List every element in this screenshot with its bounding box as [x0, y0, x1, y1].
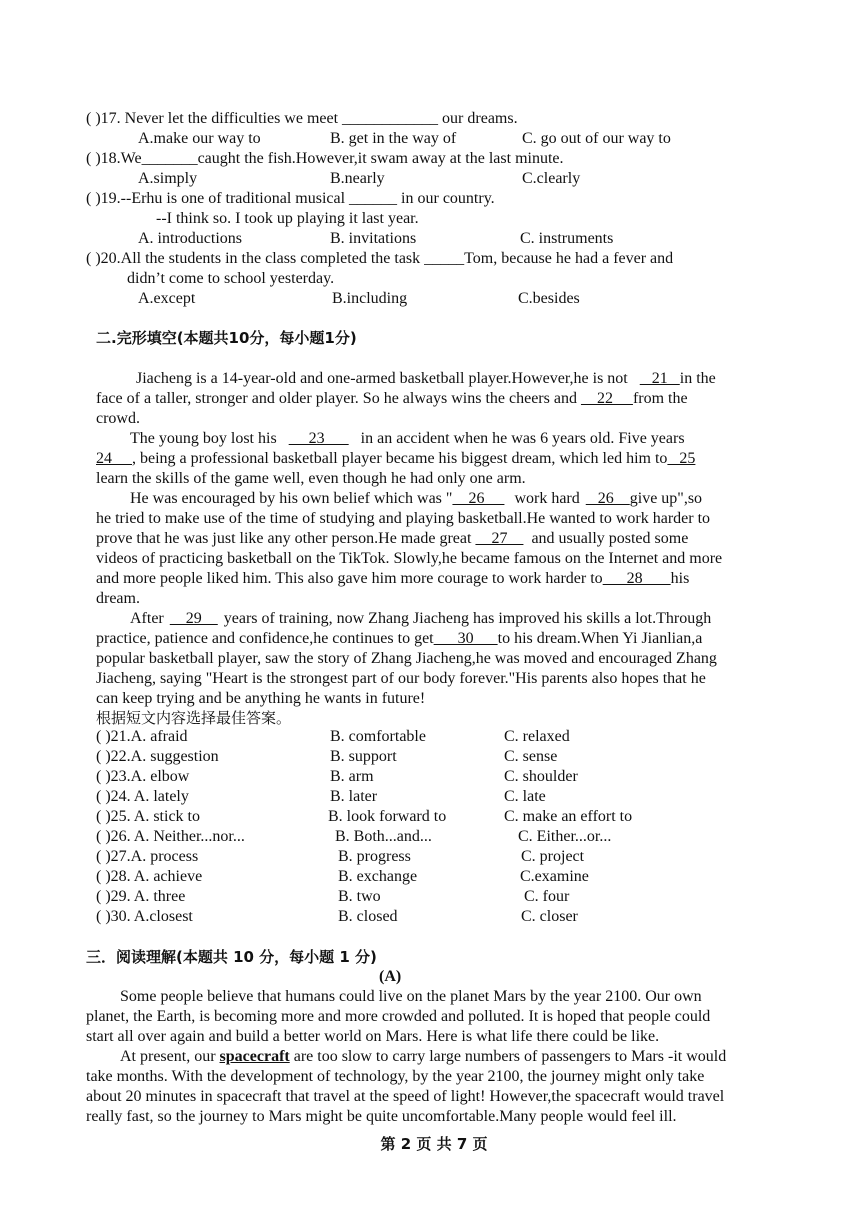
cloze-p3-line2: he tried to make use of the time of studying and playing basketball.He wanted to work harder to — [96, 510, 711, 527]
cloze-option-row-22-b: B. support — [330, 748, 397, 765]
question-18-option-a: A.simply — [138, 170, 198, 187]
question-19-reply: --I think so. I took up playing it last year. — [156, 210, 419, 227]
cloze-p2-line2: 24 , being a professional basketball player became his biggest dream, which led him to 25 — [96, 450, 696, 467]
cloze-option-row-25-a: ( )25. A. stick to — [96, 808, 200, 825]
cloze-p1-line1: Jiacheng is a 14-year-old and one-armed basketball player.However,he is not 21 in the — [136, 370, 716, 387]
cloze-option-row-30-b: B. closed — [338, 908, 398, 925]
page-number-footer: 第 2 页 共 7 页 — [380, 1135, 488, 1153]
section-heading-cloze: 二.完形填空(本题共10分，每小题1分) — [96, 329, 357, 347]
reading-p2-line1: At present, our spacecraft are too slow to carry large numbers of passengers to Mars -it would — [120, 1048, 727, 1065]
cloze-option-row-26-a: ( )26. A. Neither...nor... — [96, 828, 245, 845]
cloze-p3-line1: He was encouraged by his own belief which was " 26 work hard 26 give up",so — [130, 490, 703, 507]
cloze-p3-line3: prove that he was just like any other person.He made great 27 and usually posted some — [96, 530, 689, 547]
cloze-p4-line4: Jiacheng, saying "Heart is the strongest part of our body forever."His parents also hopes that he — [96, 670, 706, 687]
question-19-stem: ( )19.--Erhu is one of traditional musical ______ in our country. — [86, 190, 495, 207]
cloze-option-row-27-a: ( )27.A. process — [96, 848, 199, 865]
cloze-option-row-28-a: ( )28. A. achieve — [96, 868, 203, 885]
cloze-p4-line2: practice, patience and confidence,he continues to get 30 to his dream.When Yi Jianlian,a — [96, 630, 703, 647]
question-18-option-b: B.nearly — [330, 170, 385, 187]
cloze-option-row-25-b: B. look forward to — [328, 808, 447, 825]
cloze-option-row-26-b: B. Both...and... — [335, 828, 432, 845]
cloze-option-row-21-b: B. comfortable — [330, 728, 426, 745]
cloze-option-row-22-a: ( )22.A. suggestion — [96, 748, 219, 765]
reading-p2-line3: about 20 minutes in spacecraft that travel at the speed of light! However,the spacecraft would travel — [86, 1088, 725, 1105]
cloze-p4-line3: popular basketball player, saw the story of Zhang Jiacheng,he was moved and encouraged Zhang — [96, 650, 717, 667]
question-17-option-a: A.make our way to — [138, 130, 261, 147]
cloze-option-row-23-b: B. arm — [330, 768, 374, 785]
keyword-spacecraft: spacecraft — [219, 1048, 290, 1065]
cloze-instruction: 根据短文内容选择最佳答案。 — [96, 709, 292, 727]
cloze-p2-line1: The young boy lost his 23 in an accident when he was 6 years old. Five years — [130, 430, 685, 447]
reading-p1-line3: start all over again and build a better world on Mars. Here is what life there could be like. — [86, 1028, 660, 1045]
cloze-p4-line5: can keep trying and be anything he wants in future! — [96, 690, 426, 707]
cloze-option-row-28-b: B. exchange — [338, 868, 418, 885]
cloze-option-row-29-b: B. two — [338, 888, 381, 905]
cloze-option-row-27-b: B. progress — [338, 848, 411, 865]
reading-p1-line1: Some people believe that humans could live on the planet Mars by the year 2100. Our own — [120, 988, 702, 1005]
cloze-option-row-28-c: C.examine — [520, 868, 589, 885]
cloze-option-row-23-a: ( )23.A. elbow — [96, 768, 190, 785]
question-17-option-b: B. get in the way of — [330, 130, 457, 147]
question-17-option-c: C. go out of our way to — [522, 130, 671, 147]
cloze-p3-line6: dream. — [96, 590, 140, 607]
cloze-p1-line3: crowd. — [96, 410, 140, 427]
cloze-p3-line5: and more people liked him. This also gave him more courage to work harder to 28 his — [96, 570, 690, 587]
question-18-option-c: C.clearly — [522, 170, 581, 187]
question-19-option-c: C. instruments — [520, 230, 614, 247]
cloze-option-row-26-c: C. Either...or... — [518, 828, 612, 845]
cloze-option-row-22-c: C. sense — [504, 748, 558, 765]
question-18-stem: ( )18.We_______caught the fish.However,it swam away at the last minute. — [86, 150, 564, 167]
question-20-stem-continued: didn’t come to school yesterday. — [127, 270, 335, 287]
cloze-p1-line2: face of a taller, stronger and older player. So he always wins the cheers and 22 from the — [96, 390, 688, 407]
cloze-option-row-30-c: C. closer — [521, 908, 578, 925]
cloze-option-row-24-a: ( )24. A. lately — [96, 788, 189, 805]
question-17-stem: ( )17. Never let the difficulties we meet ____________ our dreams. — [86, 110, 518, 127]
cloze-option-row-21-a: ( )21.A. afraid — [96, 728, 188, 745]
cloze-option-row-29-a: ( )29. A. three — [96, 888, 186, 905]
section-heading-reading: 三．阅读理解(本题共 10 分，每小题 1 分) — [86, 948, 377, 966]
passage-label: (A) — [379, 968, 402, 985]
question-19-option-b: B. invitations — [330, 230, 417, 247]
cloze-p2-line3: learn the skills of the game well, even though he had only one arm. — [96, 470, 526, 487]
question-20-stem: ( )20.All the students in the class completed the task _____Tom, because he had a fever and — [86, 250, 674, 267]
reading-p2-line2: take months. With the development of technology, by the year 2100, the journey might only take — [86, 1068, 705, 1085]
cloze-option-row-25-c: C. make an effort to — [504, 808, 633, 825]
reading-p1-line2: planet, the Earth, is becoming more and more crowded and polluted. It is hoped that people could — [86, 1008, 711, 1025]
reading-p2-line4: really fast, so the journey to Mars might be quite uncomfortable.Many people would feel ill. — [86, 1108, 677, 1125]
cloze-option-row-29-c: C. four — [524, 888, 570, 905]
cloze-p4-line1: After 29 years of training, now Zhang Jiacheng has improved his skills a lot.Through — [130, 610, 712, 627]
question-20-option-c: C.besides — [518, 290, 580, 307]
question-20-option-b: B.including — [332, 290, 408, 307]
cloze-option-row-30-a: ( )30. A.closest — [96, 908, 193, 925]
cloze-option-row-23-c: C. shoulder — [504, 768, 578, 785]
cloze-p3-line4: videos of practicing basketball on the TikTok. Slowly,he became famous on the Internet and more — [96, 550, 723, 567]
cloze-option-row-24-b: B. later — [330, 788, 378, 805]
question-19-option-a: A. introductions — [138, 230, 242, 247]
cloze-option-row-24-c: C. late — [504, 788, 546, 805]
question-20-option-a: A.except — [138, 290, 196, 307]
cloze-option-row-21-c: C. relaxed — [504, 728, 570, 745]
cloze-option-row-27-c: C. project — [521, 848, 585, 865]
